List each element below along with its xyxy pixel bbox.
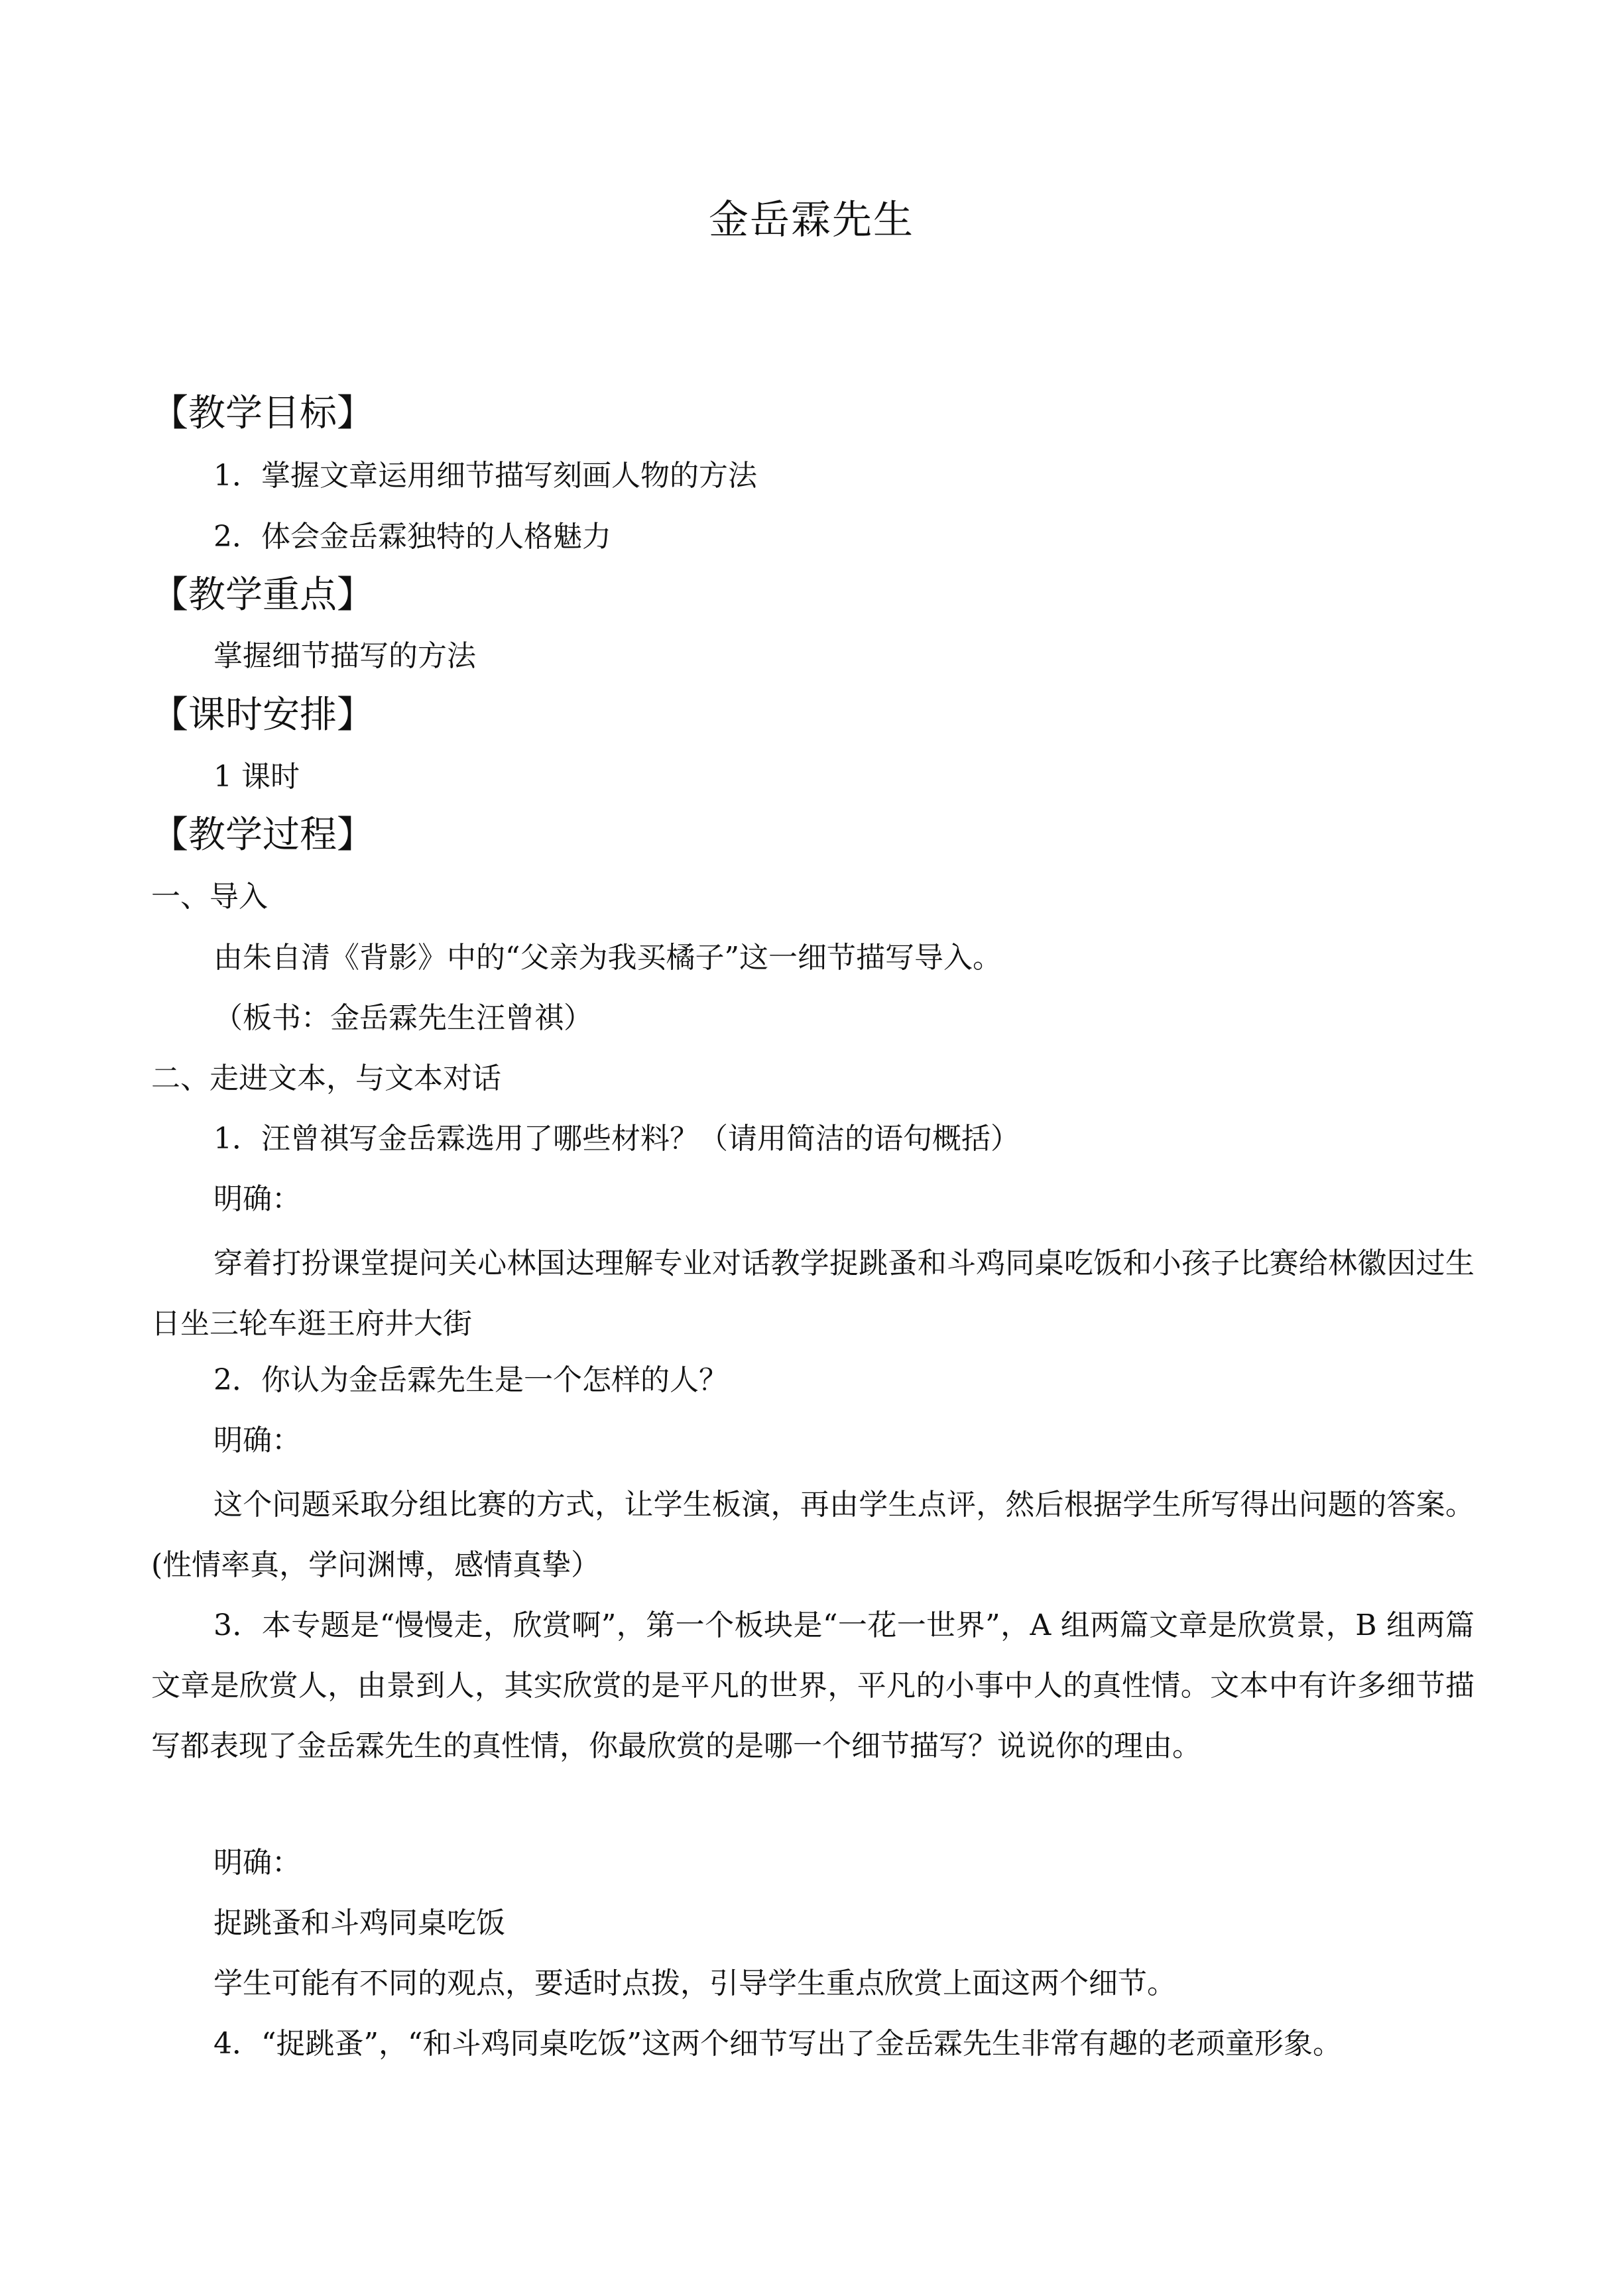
answer-3-label: 明确：: [213, 1846, 301, 1880]
question-1: 1．汪曾祺写金岳霖选用了哪些材料？（请用简洁的语句概括）: [213, 1122, 1020, 1156]
answer-3-note: 学生可能有不同的观点，要适时点拨，引导学生重点欣赏上面这两个细节。: [213, 1966, 1176, 2000]
answer-1-text: 穿着打扮课堂提问关心林国达理解专业对话教学捉跳蚤和斗鸡同桌吃饭和小孩子比赛给林徽因过生日坐三轮车逛王府井大街: [151, 1246, 1474, 1341]
answer-2-label: 明确：: [213, 1423, 301, 1457]
step-title-text-dialogue: 二、走进文本，与文本对话: [151, 1061, 501, 1095]
goal-item-1: 1．掌握文章运用细节描写刻画人物的方法: [213, 459, 757, 493]
question-4: 4．“捉跳蚤”，“和斗鸡同桌吃饭”这两个细节写出了金岳霖先生非常有趣的老顽童形象。: [213, 2027, 1342, 2061]
document-title: 金岳霖先生: [709, 197, 914, 243]
question-3: 3．本专题是“慢慢走，欣赏啊”，第一个板块是“一花一世界”，A 组两篇文章是欣赏景，B 组两篇文章是欣赏人，由景到人，其实欣赏的是平凡的世界，平凡的小事中人的真性情。文本中有许多细节描写都表现了金岳霖先生的真性情，你最欣赏的是哪一个细节描写？说说你的理由。: [151, 1608, 1474, 1763]
goal-item-2: 2．体会金岳霖独特的人格魅力: [213, 520, 611, 554]
question-2: 2．你认为金岳霖先生是一个怎样的人？: [213, 1363, 728, 1397]
section-heading-process: 【教学过程】: [151, 814, 374, 857]
section-heading-key-points: 【教学重点】: [151, 574, 374, 617]
answer-1-label: 明确：: [213, 1182, 301, 1216]
section-heading-schedule: 【课时安排】: [151, 694, 374, 737]
section-heading-goals: 【教学目标】: [151, 392, 374, 435]
answer-2-text: 这个问题采取分组比赛的方式，让学生板演，再由学生点评，然后根据学生所写得出问题的答案。(性情率真，学问渊博，感情真挚）: [151, 1488, 1474, 1582]
step-title-intro: 一、导入: [151, 880, 268, 914]
key-point-text: 掌握细节描写的方法: [213, 639, 476, 673]
answer-3-text: 捉跳蚤和斗鸡同桌吃饭: [213, 1906, 505, 1940]
schedule-text: 1 课时: [213, 760, 300, 794]
intro-text: 由朱自清《背影》中的“父亲为我买橘子”这一细节描写导入。: [213, 941, 1002, 975]
board-note: （板书：金岳霖先生汪曾祺）: [213, 1001, 593, 1035]
